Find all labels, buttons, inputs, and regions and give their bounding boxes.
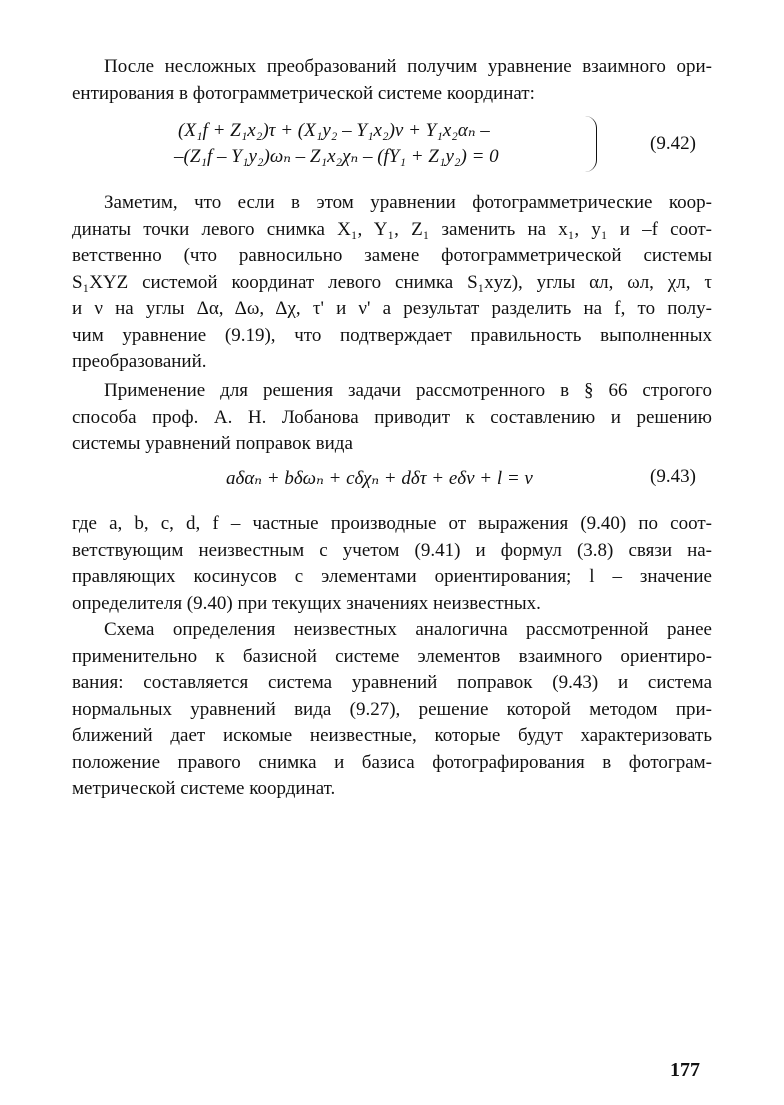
text-line: определителя (9.40) при текущих значениях неизвестных. — [72, 592, 541, 614]
equation-number: (9.43) — [650, 466, 696, 487]
text-line: ближений дает искомые неизвестные, которые будут характеризовать — [72, 725, 712, 746]
equation-9-43 — [226, 466, 533, 492]
equation-line: (X₁f + Z₁x₂)τ + (X₁y₂ – Y₁x₂)ν + Y₁x₂αₙ – — [178, 120, 490, 141]
text-line: Применение для решения задачи рассмотренного в § 66 строгого — [104, 380, 712, 401]
text-line: ветствующим неизвестным с учетом (9.41) и формул (3.8) связи на- — [72, 539, 712, 561]
text-line: преобразований. — [72, 351, 207, 372]
paragraph-where — [72, 511, 712, 617]
right-brace — [584, 116, 597, 172]
paragraph-intro — [72, 54, 712, 107]
text-line: S₁XYZ системой координат левого снимка S₁xyz), углы αл, ωл, χл, τ — [72, 271, 712, 293]
paragraph-method — [72, 378, 712, 458]
text-line: Схема определения неизвестных аналогична рассмотренной ранее — [104, 619, 712, 640]
equation-line: aδαₙ + bδωₙ + cδχₙ + dδτ + eδν + l = v — [226, 468, 533, 489]
text-line: способа проф. А. Н. Лобанова приводит к составлению и решению — [72, 406, 712, 428]
text-line: и ν на углы Δα, Δω, Δχ, τ' и ν' а результат разделить на f, то полу- — [72, 298, 712, 319]
text-line: ентирования в фотограмметрической системе координат: — [72, 82, 535, 104]
equation-line: –(Z₁f – Y₁y₂)ωₙ – Z₁x₂χₙ – (fY₁ + Z₁y₂) = 0 — [174, 146, 499, 167]
equation-number: (9.42) — [650, 133, 696, 154]
text-line: вания: составляется система уравнений поправок (9.43) и система — [72, 672, 712, 693]
text-line: применительно к базисной системе элементов взаимного ориентиро- — [72, 645, 712, 667]
text-line: правляющих косинусов с элементами ориентирования; l – значение — [72, 566, 712, 587]
paragraph-scheme — [72, 617, 712, 803]
text-line: положение правого снимка и базиса фотографирования в фотограм- — [72, 751, 712, 773]
text-line: где a, b, c, d, f – частные производные от выражения (9.40) по соот- — [72, 513, 712, 534]
text-line: системы уравнений поправок вида — [72, 433, 353, 454]
text-line: Заметим, что если в этом уравнении фотограмметрические коор- — [104, 192, 712, 213]
text-line: нормальных уравнений вида (9.27), решение которой методом при- — [72, 698, 712, 720]
equation-9-42 — [174, 118, 499, 170]
text-line: После несложных преобразований получим уравнение взаимного ори- — [104, 56, 712, 77]
page-number: 177 — [670, 1059, 700, 1081]
paragraph-remark — [72, 190, 712, 376]
text-line: динаты точки левого снимка X₁, Y₁, Z₁ заменить на x₁, y₁ и –f соот- — [72, 218, 712, 240]
text-line: метрической системе координат. — [72, 778, 336, 799]
text-line: чим уравнение (9.19), что подтверждает правильность выполненных — [72, 324, 712, 346]
text-line: ветственно (что равносильно замене фотограмметрической системы — [72, 245, 712, 266]
